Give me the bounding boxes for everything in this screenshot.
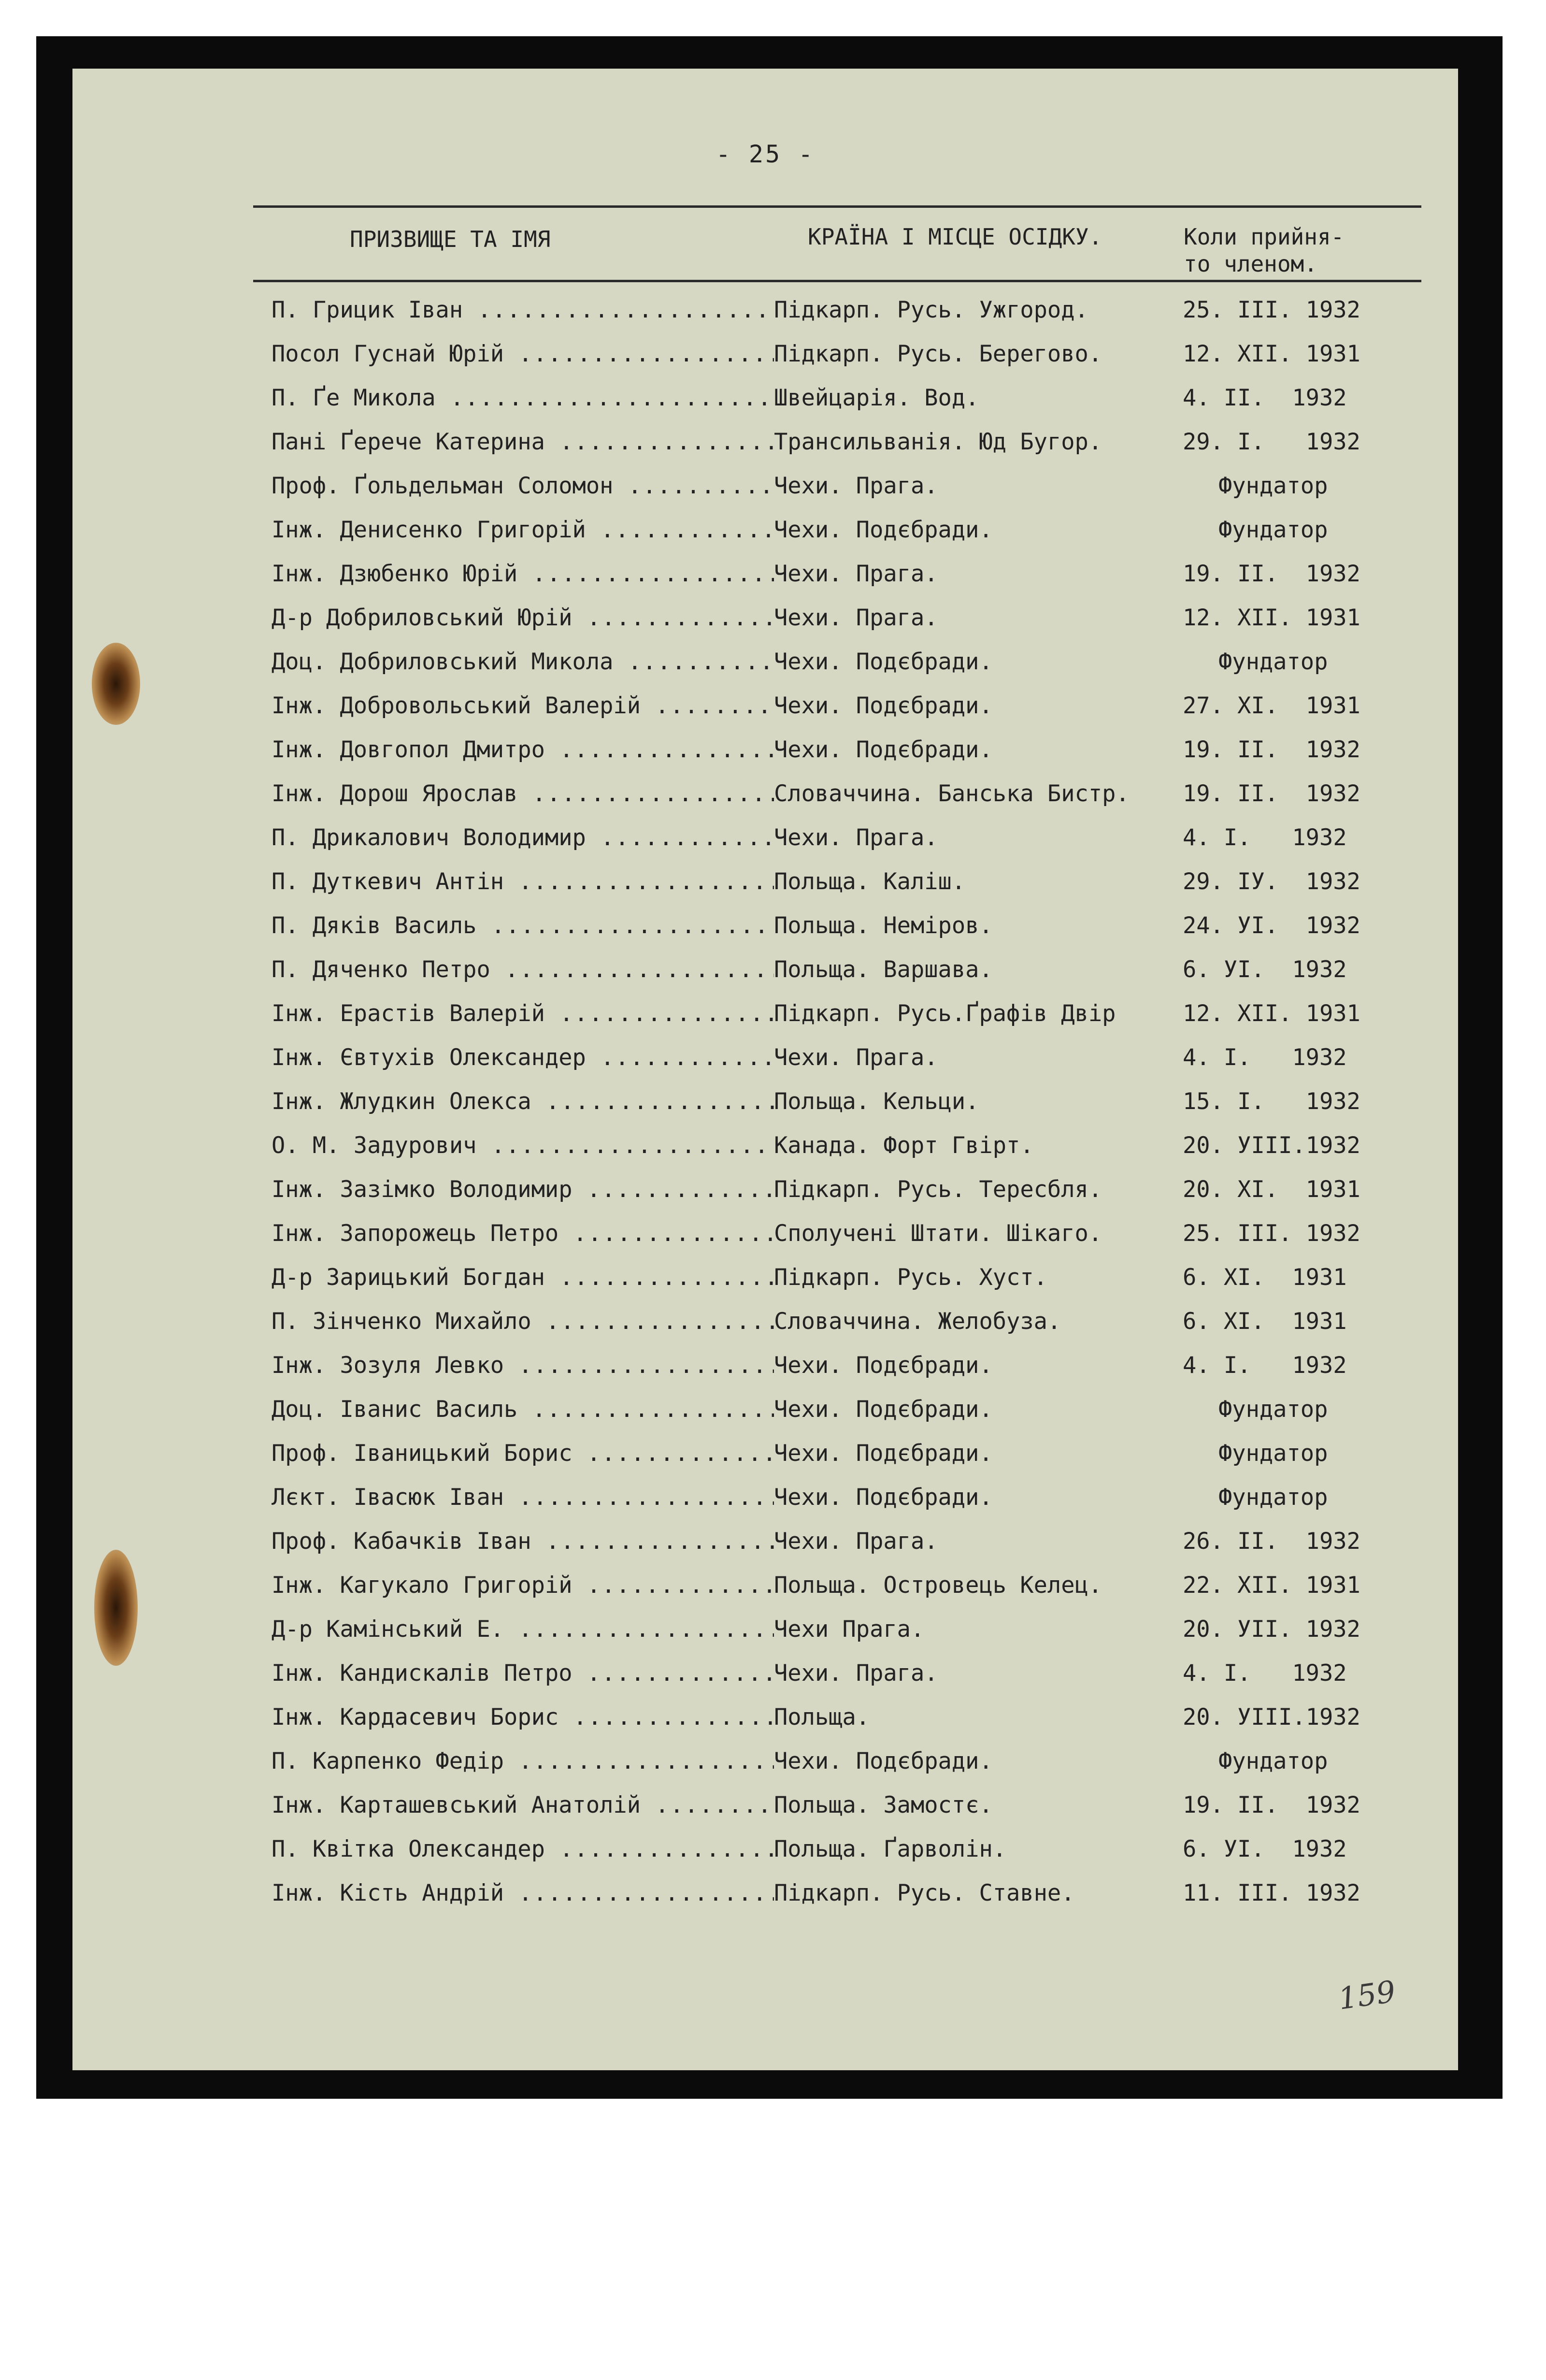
member-name: Інж. Денисенко Григорій ..... [272, 516, 803, 545]
table-row [72, 1659, 1458, 1703]
member-country: Чехи. Прага. [774, 560, 942, 589]
column-header-date-line1: Коли прийня- [1184, 224, 1345, 250]
table-row [72, 1263, 1458, 1307]
member-date: 12. XII. 1931 [1183, 605, 1360, 631]
member-country: Підкарп. Русь. Берегово. [774, 340, 1106, 369]
member-date: 4. I. 1932 [1183, 1044, 1347, 1071]
table-row [72, 867, 1458, 911]
table-row [72, 296, 1458, 340]
member-country: Чехи. Прага. [774, 1527, 942, 1556]
member-country: Підкарп. Русь. Ставне. [774, 1879, 1079, 1908]
member-date: 12. XII. 1931 [1183, 341, 1360, 367]
table-row [72, 648, 1458, 692]
member-date: 4. II. 1932 [1183, 385, 1347, 411]
column-header-country: КРАЇНА І МІСЦЕ ОСІДКУ. [808, 224, 1102, 250]
table-row [72, 736, 1458, 779]
table-row [72, 340, 1458, 384]
column-header-date-line2: то членом. [1184, 251, 1317, 277]
member-country: Чехи. Подєбради. [774, 692, 997, 721]
member-date: 12. XII. 1931 [1183, 1000, 1360, 1027]
member-name: Д-р Добриловський Юрій ..... [272, 604, 803, 633]
table-row [72, 1483, 1458, 1527]
folio-mark: 159 [1336, 1974, 1398, 2017]
member-date: 19. II. 1932 [1183, 780, 1360, 807]
member-country: Підкарп. Русь. Хуст. [774, 1263, 1051, 1292]
member-date: Фундатор [1218, 1484, 1328, 1511]
member-country: Польща. [774, 1703, 873, 1732]
table-row [72, 516, 1458, 560]
member-date: Фундатор [1218, 517, 1328, 543]
member-country: Словаччина. Банська Бистр. [774, 779, 1133, 808]
member-name: П. Дяків Василь ..... [272, 911, 803, 940]
member-name: Інж. Кандискалів Петро ..... [272, 1659, 803, 1688]
page-number: - 25 - [716, 140, 815, 168]
header-rule-bottom [253, 280, 1421, 282]
table-row [72, 1615, 1458, 1659]
member-name: Посол Гуснай Юрій ..... [272, 340, 803, 369]
member-date: Фундатор [1218, 1440, 1328, 1467]
table-row [72, 1131, 1458, 1175]
member-country: Чехи. Подєбради. [774, 1747, 997, 1776]
member-country: Польща. Островець Келец. [774, 1571, 1106, 1600]
table-row [72, 692, 1458, 736]
member-country: Чехи. Подєбради. [774, 516, 997, 545]
member-country: Польща. Варшава. [774, 955, 997, 984]
table-row [72, 1043, 1458, 1087]
member-name: Інж. Довгопол Дмитро ..... [272, 736, 803, 764]
table-row [72, 1703, 1458, 1747]
member-country: Чехи. Подєбради. [774, 1395, 997, 1424]
member-name: Інж. Ерастів Валерій ..... [272, 999, 803, 1028]
header-rule-top [253, 205, 1421, 208]
member-country: Чехи. Подєбради. [774, 1351, 997, 1380]
member-date: Фундатор [1218, 1748, 1328, 1774]
member-country: Підкарп. Русь. Тересбля. [774, 1175, 1106, 1204]
member-date: 4. I. 1932 [1183, 1660, 1347, 1687]
table-row [72, 1791, 1458, 1835]
member-date: 20. УІІІ.1932 [1183, 1704, 1360, 1731]
member-date: 25. III. 1932 [1183, 297, 1360, 323]
member-date: 6. XI. 1931 [1183, 1264, 1347, 1291]
member-name: Інж. Дзюбенко Юрій ..... [272, 560, 803, 589]
member-country: Чехи. Прага. [774, 472, 942, 501]
member-name: Інж. Зазімко Володимир ..... [272, 1175, 803, 1204]
member-name: О. М. Задурович ..... [272, 1131, 803, 1160]
member-name: Інж. Запорожець Петро ..... [272, 1219, 803, 1248]
table-row [72, 1571, 1458, 1615]
member-date: 27. XI. 1931 [1183, 692, 1360, 719]
member-name: П. Квітка Олександер ..... [272, 1835, 803, 1864]
member-name: Д-р Зарицький Богдан ..... [272, 1263, 803, 1292]
member-name: П. Дяченко Петро ..... [272, 955, 803, 984]
column-header-name: ПРИЗВИЩЕ ТА ІМЯ [350, 226, 551, 252]
member-date: 6. УІ. 1932 [1183, 1836, 1347, 1862]
table-row [72, 1747, 1458, 1791]
member-name: Проф. Ґольдельман Соломон ..... [272, 472, 803, 501]
member-name: Інж. Карташевський Анатолій ..... [272, 1791, 803, 1820]
member-date: Фундатор [1218, 1396, 1328, 1423]
member-date: Фундатор [1218, 649, 1328, 675]
member-country: Підкарп. Русь.Ґрафів Двір [774, 999, 1119, 1028]
member-name: Доц. Іванис Василь ..... [272, 1395, 803, 1424]
member-name: Інж. Добровольський Валерій ..... [272, 692, 803, 721]
member-date: 19. II. 1932 [1183, 1792, 1360, 1818]
member-name: Інж. Жлудкин Олекса ..... [272, 1087, 803, 1116]
table-row [72, 1219, 1458, 1263]
member-date: 29. IУ. 1932 [1183, 868, 1360, 895]
member-country: Словаччина. Желобуза. [774, 1307, 1065, 1336]
document-page [72, 69, 1458, 2070]
member-name: Проф. Кабачків Іван ..... [272, 1527, 803, 1556]
table-row [72, 560, 1458, 604]
table-row [72, 472, 1458, 516]
member-name: Пані Ґерече Катерина ..... [272, 428, 803, 457]
member-date: 19. II. 1932 [1183, 736, 1360, 763]
member-country: Чехи. Подєбради. [774, 648, 997, 677]
member-name: Д-р Камінський Е. ..... [272, 1615, 803, 1644]
member-name: Проф. Іваницький Борис ..... [272, 1439, 803, 1468]
member-name: П. Зінченко Михайло ..... [272, 1307, 803, 1336]
member-country: Канада. Форт Гвірт. [774, 1131, 1038, 1160]
member-name: Інж. Зозуля Левко ..... [272, 1351, 803, 1380]
member-country: Трансильванія. Юд Бугор. [774, 428, 1106, 457]
table-row [72, 604, 1458, 648]
table-row [72, 955, 1458, 999]
member-name: Доц. Добриловський Микола ..... [272, 648, 803, 677]
table-row [72, 1439, 1458, 1483]
member-country: Швейцарія. Вод. [774, 384, 983, 413]
member-country: Чехи Прага. [774, 1615, 928, 1644]
table-row [72, 1835, 1458, 1879]
member-country: Чехи. Прага. [774, 823, 942, 852]
table-row [72, 428, 1458, 472]
member-country: Польща. Кельци. [774, 1087, 983, 1116]
table-row [72, 1087, 1458, 1131]
member-country: Чехи. Прага. [774, 1043, 942, 1072]
table-row [72, 911, 1458, 955]
table-row [72, 1395, 1458, 1439]
member-name: Лєкт. Івасюк Іван ..... [272, 1483, 803, 1512]
member-country: Чехи. Прага. [774, 1659, 942, 1688]
column-header-date [1184, 223, 1391, 277]
table-row [72, 1175, 1458, 1219]
table-row [72, 823, 1458, 867]
member-date: 4. I. 1932 [1183, 1352, 1347, 1379]
table-row [72, 1879, 1458, 1923]
member-date: 6. XI. 1931 [1183, 1308, 1347, 1335]
member-date: 11. III. 1932 [1183, 1880, 1360, 1906]
member-name: Інж. Кагукало Григорій ..... [272, 1571, 803, 1600]
member-country: Чехи. Подєбради. [774, 736, 997, 764]
member-date: 26. II. 1932 [1183, 1528, 1360, 1555]
member-name: П. Карпенко Федір ..... [272, 1747, 803, 1776]
member-name: П. Ґе Микола ..... [272, 384, 803, 413]
member-country: Чехи. Подєбради. [774, 1439, 997, 1468]
member-name: П. Грицик Іван ..... [272, 296, 803, 325]
member-name: Інж. Кість Андрій ..... [272, 1879, 803, 1908]
member-date: 19. II. 1932 [1183, 561, 1360, 587]
member-name: Інж. Дорош Ярослав ..... [272, 779, 803, 808]
member-date: 25. III. 1932 [1183, 1220, 1360, 1247]
member-country: Польща. Ґарволін. [774, 1835, 1010, 1864]
member-date: 29. I. 1932 [1183, 429, 1360, 455]
member-date: 22. XII. 1931 [1183, 1572, 1360, 1599]
table-row [72, 1351, 1458, 1395]
member-name: Інж. Євтухів Олександер ..... [272, 1043, 803, 1072]
member-date: 20. УІІІ.1932 [1183, 1132, 1360, 1159]
member-country: Польща. Немірoв. [774, 911, 997, 940]
table-row [72, 779, 1458, 823]
member-date: 4. I. 1932 [1183, 824, 1347, 851]
table-row [72, 384, 1458, 428]
member-country: Підкарп. Русь. Ужгород. [774, 296, 1092, 325]
table-row [72, 999, 1458, 1043]
member-country: Польща. Замостє. [774, 1791, 997, 1820]
member-country: Чехи. Подєбради. [774, 1483, 997, 1512]
member-date: 24. УІ. 1932 [1183, 912, 1360, 939]
member-country: Чехи. Прага. [774, 604, 942, 633]
member-name: Інж. Кардасевич Борис ..... [272, 1703, 803, 1732]
member-country: Польща. Каліш. [774, 867, 969, 896]
table-row [72, 1527, 1458, 1571]
member-date: 20. XI. 1931 [1183, 1176, 1360, 1203]
member-name: П. Дуткевич Антін ..... [272, 867, 803, 896]
member-date: Фундатор [1218, 473, 1328, 499]
member-name: П. Дрикалович Володимир ..... [272, 823, 803, 852]
member-date: 15. I. 1932 [1183, 1088, 1360, 1115]
member-date: 6. УІ. 1932 [1183, 956, 1347, 983]
member-country: Сполучені Штати. Шікаго. [774, 1219, 1106, 1248]
table-row [72, 1307, 1458, 1351]
member-date: 20. УІІ. 1932 [1183, 1616, 1360, 1643]
